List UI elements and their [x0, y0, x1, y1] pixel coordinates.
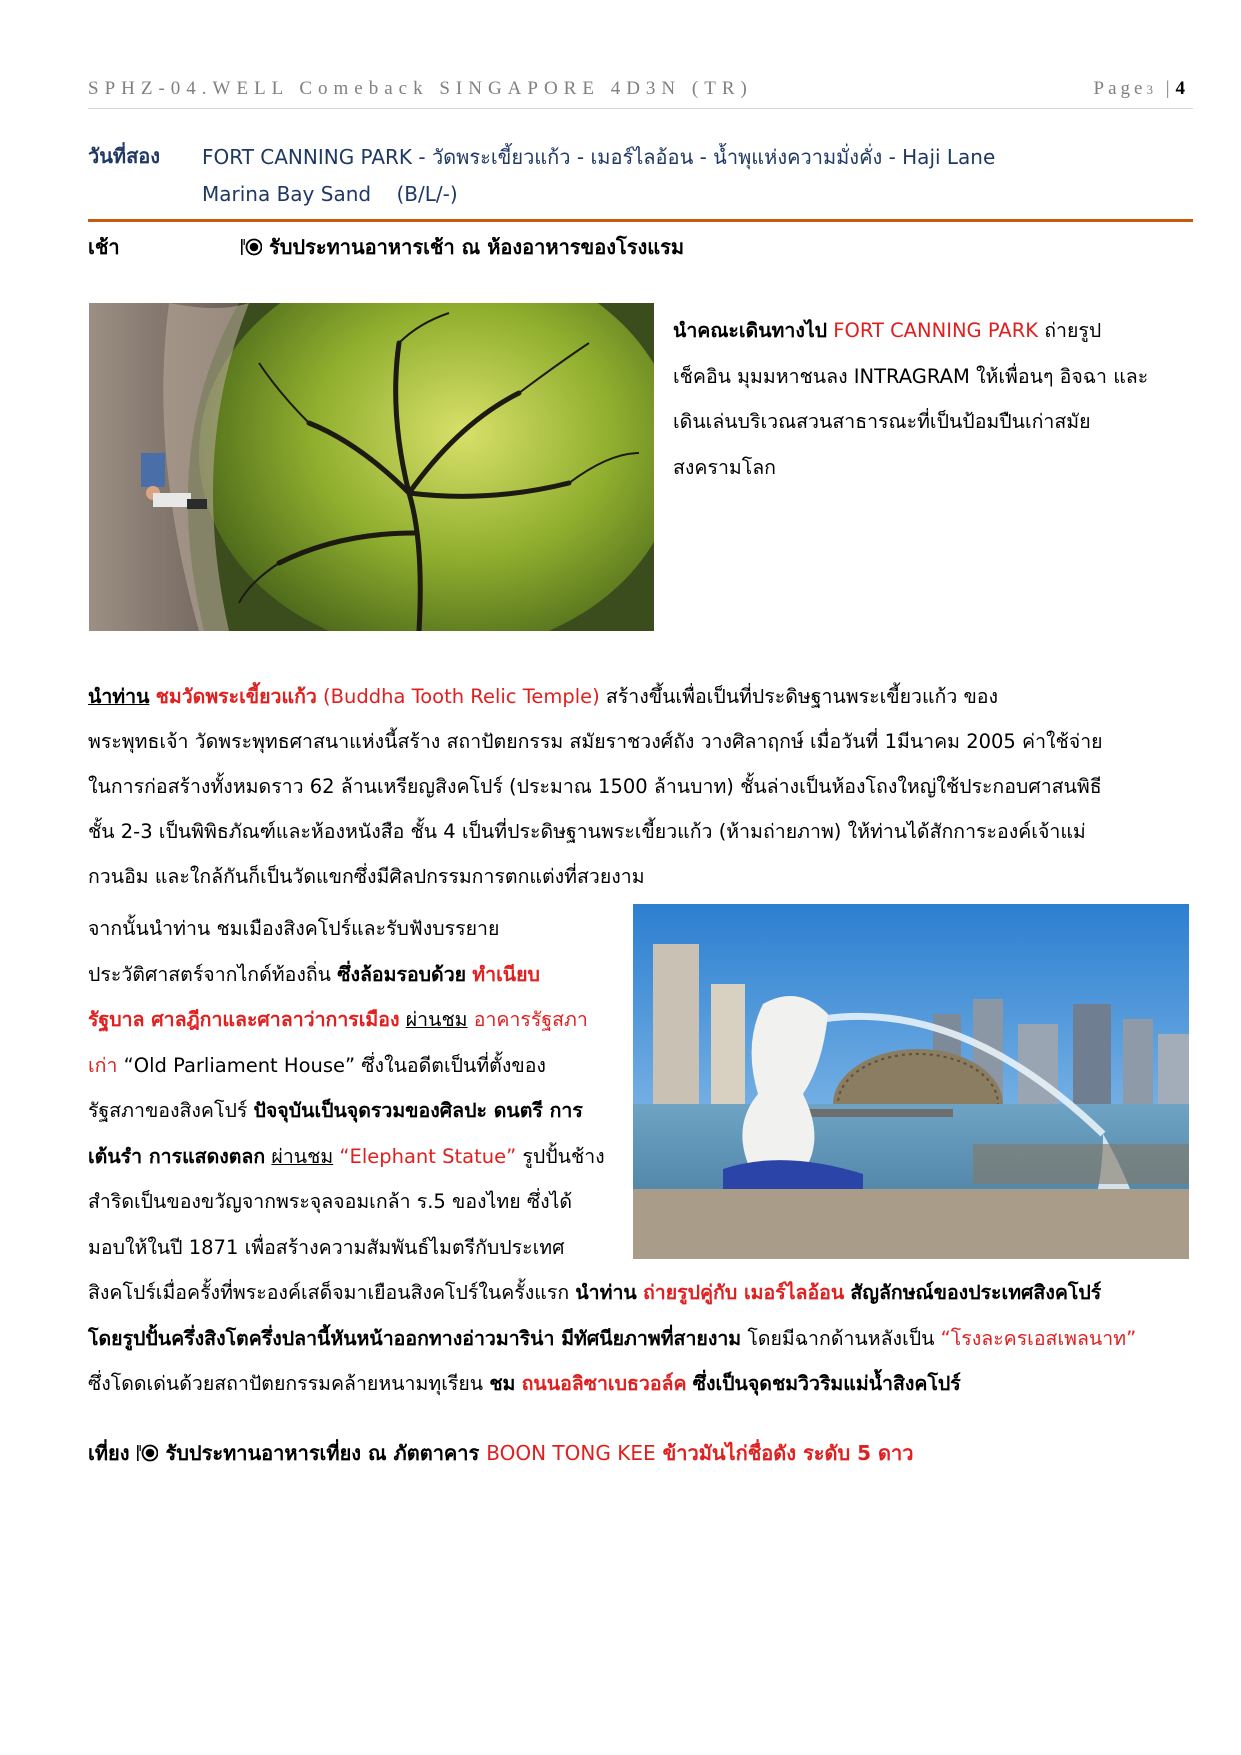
temple-l3: ในการก่อสร้างทั้งหมดราว 62 ล้านเหรียญสิงคโปร์ (ประมาณ 1500 ล้านบาท) ชั้นล่างเป็นห้องโถงใหญ่ใช้ประกอบศาสนพิธี [88, 775, 1102, 798]
fort-canning-photo [89, 303, 654, 631]
fort-l2: เช็คอิน มุมมหาชนลง INTRAGRAM ให้เพื่อนๆ อิจฉา และ [673, 364, 1149, 388]
city-tour-paragraph [88, 906, 618, 1270]
day-label: วันที่สอง [88, 144, 161, 168]
temple-paragraph [88, 674, 1193, 899]
fort-lead: นำคณะเดินทางไป [673, 319, 828, 342]
lunch-label: เที่ยง [88, 1441, 130, 1465]
merlion-paragraph [88, 1270, 1193, 1407]
city-l3a: รัฐบาล ศาลฎีกาและศาลาว่าการเมือง [88, 1008, 400, 1031]
city-l6c: “Elephant Statue” [339, 1144, 517, 1168]
lunch-row [88, 1437, 913, 1469]
city-l6b: ผ่านชม [271, 1144, 334, 1168]
city-l2a: ประวัติศาสตร์จากไกด์ท้องถิ่น [88, 962, 331, 986]
merlion-image [633, 904, 1189, 1259]
fort-canning-image [89, 303, 654, 631]
temple-l4: ชั้น 2-3 เป็นพิพิธภัณฑ์และห้องหนังสือ ชั้น 4 เป็นที่ประดิษฐานพระเขี้ยวแก้ว (ห้ามถ่ายภาพ) ให้ท่านได้สักการะองค์เจ้าแม่ [88, 820, 1086, 843]
city-l10c: “โรงละครเอสเพลนาท” [940, 1326, 1137, 1350]
fort-l4: สงครามโลก [673, 455, 776, 479]
city-l3b: ผ่านชม [405, 1008, 468, 1031]
city-l2c: ทำเนียบ [472, 962, 540, 986]
city-l9a: สิงคโปร์เมื่อครั้งที่พระองค์เสด็จมาเยือนสิงคโปร์ในครั้งแรก [88, 1281, 570, 1304]
city-l8: มอบให้ในปี 1871 เพื่อสร้างความสัมพันธ์ไมตรีกับประเทศ [88, 1235, 565, 1259]
fort-l3: เดินเล่นบริเวณสวนสาธารณะที่เป็นป้อมปืนเก่าสมัย [673, 410, 1091, 433]
lunch-desc: ข้าวมันไก่ชื่อดัง ระดับ 5 ดาว [662, 1441, 914, 1465]
fort-l1: ถ่ายรูป [1044, 319, 1102, 342]
temple-l1: สร้างขึ้นเพื่อเป็นที่ประดิษฐานพระเขี้ยวแก้ว ของ [605, 685, 999, 708]
page-word: Page [1093, 78, 1147, 99]
plate-fork-icon [136, 1443, 158, 1463]
city-l10b: โดยมีฉากด้านหลังเป็น [747, 1326, 935, 1350]
section-divider [88, 219, 1193, 222]
fort-name: FORT CANNING PARK [833, 319, 1039, 342]
page-number [1094, 78, 1186, 100]
merlion-photo [633, 904, 1189, 1259]
city-l2b: ซึ่งล้อมรอบด้วย [337, 962, 467, 986]
lunch-restaurant: BOON TONG KEE [486, 1441, 656, 1465]
city-l6d: รูปปั้นช้าง [522, 1144, 605, 1168]
plate-fork-icon [240, 237, 262, 257]
city-l5b: ปัจจุบันเป็นจุดรวมของศิลปะ ดนตรี การ [253, 1099, 583, 1122]
temple-name-th: ชมวัดพระเขี้ยวแก้ว [155, 685, 317, 708]
breakfast-text: รับประทานอาหารเช้า ณ ห้องอาหารของโรงแรม [268, 235, 685, 259]
city-l9c: ถ่ายรูปคู่กับ เมอร์ไลอ้อน [642, 1281, 845, 1304]
city-l6a: เต้นรำ การแสดงตลก [88, 1144, 266, 1168]
page-num: 4 [1175, 78, 1185, 99]
city-l9b: นำท่าน [575, 1281, 637, 1304]
day-title-line1: FORT CANNING PARK - วัดพระเขี้ยวแก้ว - เมอร์ไลอ้อน - น้ำพุแห่งความมั่งคั่ง - Haji Lane [202, 145, 996, 169]
city-l4a: เก่า [88, 1053, 118, 1077]
page-header [88, 78, 1193, 109]
temple-l2: พระพุทธเจ้า วัดพระพุทธศาสนาแห่งนี้สร้าง สถาปัตยกรรม สมัยราชวงศ์ถัง วางศิลาฤกษ์ เมื่อวันที่ 1มีนาคม 2005 ค่าใช้จ่าย [88, 730, 1103, 753]
city-l4b: “Old Parliament House” ซึ่งในอดีตเป็นที่ตั้งของ [123, 1053, 546, 1077]
city-l10a: โดยรูปปั้นครึ่งสิงโตครึ่งปลานี้หันหน้าออกทางอ่าวมาริน่า มีทัศนียภาพที่สายงาม [88, 1326, 742, 1350]
breakfast-label: เช้า [88, 235, 120, 259]
temple-name-en: (Buddha Tooth Relic Temple) [323, 685, 600, 708]
page-sep: | [1165, 78, 1174, 99]
temple-l5: กวนอิม และใกล้กันก็เป็นวัดแขกซึ่งมีศิลปกรรมการตกแต่งที่สวยงาม [88, 865, 645, 888]
city-l11d: ซึ่งเป็นจุดชมวิวริมแม่น้ำสิงคโปร์ [692, 1372, 961, 1395]
lunch-text: รับประทานอาหารเที่ยง ณ ภัตตาคาร [165, 1441, 480, 1465]
city-l11c: ถนนอลิซาเบธวอล์ค [521, 1372, 687, 1395]
fort-canning-description [673, 312, 1198, 487]
document-title: SPHZ-04.WELL Comeback SINGAPORE 4D3N (TR) [88, 78, 753, 99]
city-l7: สำริดเป็นของขวัญจากพระจุลจอมเกล้า ร.5 ของไทย ซึ่งได้ [88, 1190, 573, 1213]
city-l9d: สัญลักษณ์ของประเทศสิงคโปร์ [850, 1281, 1102, 1304]
temple-lead: นำท่าน [88, 685, 150, 708]
breakfast-row [240, 231, 684, 263]
city-l11a: ซึ่งโดดเด่นด้วยสถาปัตยกรรมคล้ายหนามทุเรียน [88, 1372, 484, 1395]
page-sub: 3 [1146, 82, 1157, 97]
city-l5a: รัฐสภาของสิงคโปร์ [88, 1099, 248, 1122]
city-l1: จากนั้นนำท่าน ชมเมืองสิงคโปร์และรับฟังบรรยาย [88, 917, 500, 940]
city-l3c: อาคารรัฐสภา [473, 1008, 588, 1031]
day-title-line2: Marina Bay Sand (B/L/-) [202, 182, 458, 206]
city-l11b: ชม [489, 1372, 516, 1395]
